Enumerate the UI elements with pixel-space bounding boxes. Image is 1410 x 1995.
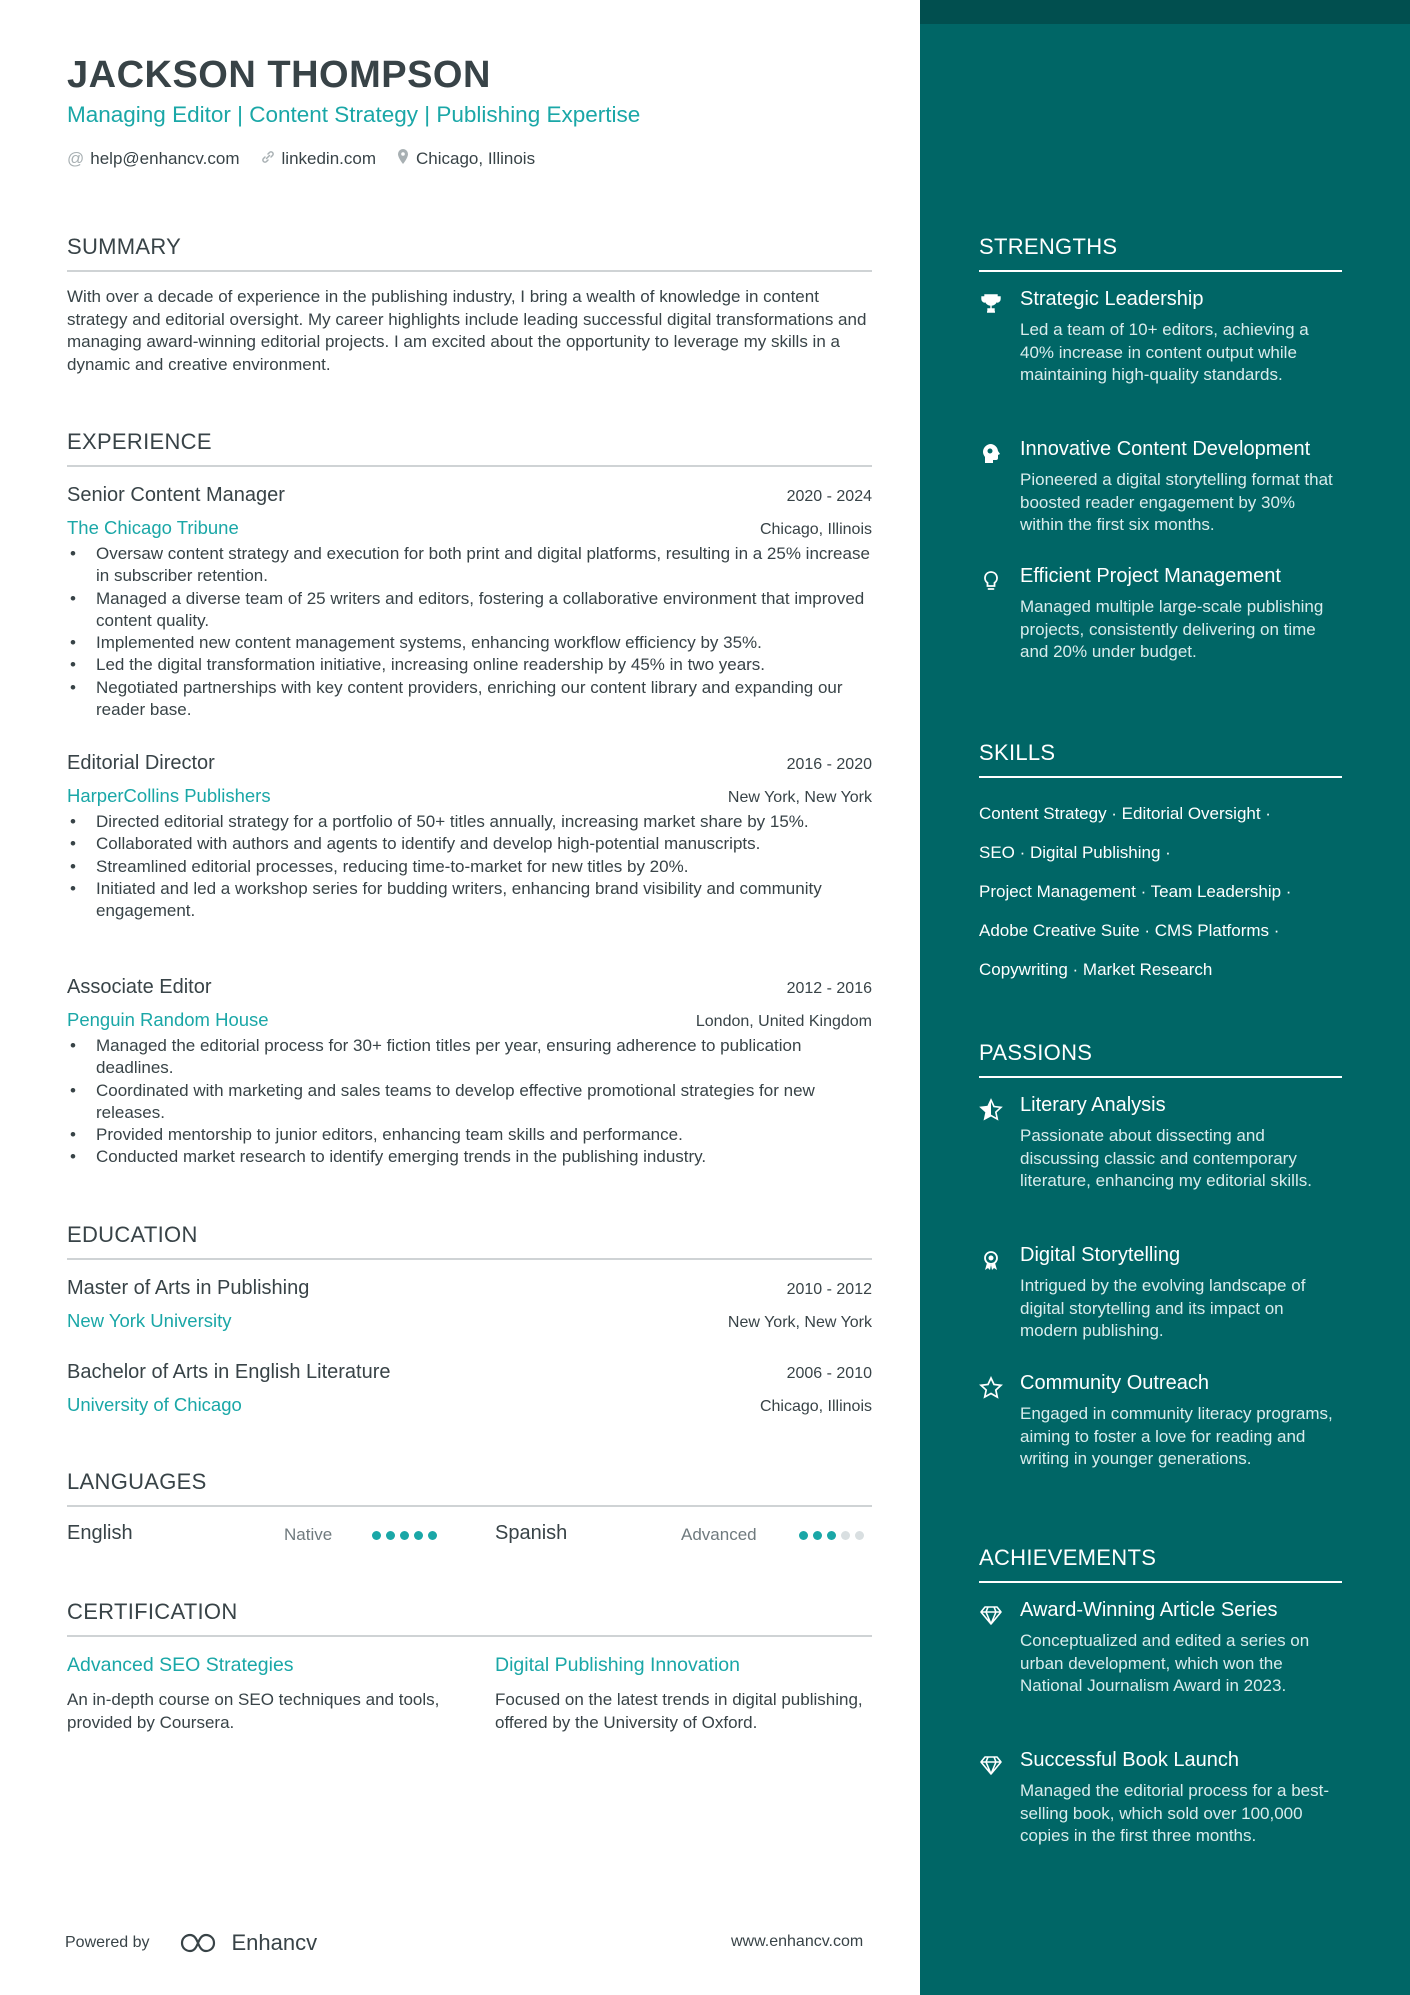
achievements-heading: ACHIEVEMENTS <box>979 1545 1342 1583</box>
level-dot <box>386 1531 395 1540</box>
sidebar-top-bar <box>920 0 1410 24</box>
level-dot <box>799 1531 808 1540</box>
job-bullets <box>67 811 872 922</box>
lightbulb-icon <box>979 569 1003 593</box>
passion-desc: Intrigued by the evolving landscape of digital storytelling and its impact on modern publishing. <box>1020 1276 1306 1340</box>
contact-row <box>67 148 535 170</box>
bullet: • Managed the editorial process for 30+ fiction titles per year, ensuring adherence to publication deadlines. <box>67 1035 872 1080</box>
edu-location: New York, New York <box>727 1314 872 1331</box>
passions-section <box>979 1040 1342 1078</box>
job-entry <box>67 976 872 1169</box>
strength-title: Innovative Content Development <box>1020 438 1311 460</box>
at-icon: @ <box>67 149 85 168</box>
job-bullets <box>67 543 872 721</box>
skills-section <box>979 740 1342 778</box>
head-icon <box>979 442 1003 466</box>
passion-title: Digital Storytelling <box>1020 1244 1181 1266</box>
bullet: • Directed editorial strategy for a portfolio of 50+ titles annually, increasing market share by 15%. <box>67 811 872 833</box>
location-text: Chicago, Illinois <box>416 149 536 168</box>
level-dot <box>400 1531 409 1540</box>
passion-title: Literary Analysis <box>1020 1094 1166 1116</box>
summary-heading: SUMMARY <box>67 234 872 272</box>
strength-title: Efficient Project Management <box>1020 565 1281 587</box>
passions-heading: PASSIONS <box>979 1040 1342 1078</box>
bullet: • Collaborated with authors and agents to identify and develop high-potential manuscripts. <box>67 833 872 855</box>
strength-desc: Managed multiple large-scale publishing projects, consistently delivering on time and 20% under budget. <box>1020 597 1324 661</box>
linkedin-text: linkedin.com <box>281 149 377 168</box>
language-name: English <box>67 1522 133 1544</box>
job-dates: 2020 - 2024 <box>786 488 872 505</box>
bullet: • Conducted market research to identify emerging trends in the publishing industry. <box>67 1146 872 1168</box>
job-role: Editorial Director <box>67 752 215 774</box>
skills-heading: SKILLS <box>979 740 1342 778</box>
bullet: • Implemented new content management systems, enhancing workflow efficiency by 35%. <box>67 632 872 654</box>
achievement-title: Successful Book Launch <box>1020 1749 1240 1771</box>
level-dot-empty <box>855 1531 864 1540</box>
bullet: • Managed a diverse team of 25 writers and editors, fostering a collaborative environment that improved content quality. <box>67 588 872 633</box>
languages-section <box>67 1469 872 1507</box>
achievements-section <box>979 1545 1342 1583</box>
passion-item <box>979 1372 1342 1471</box>
level-dot <box>372 1531 381 1540</box>
skills-line: SEO · Digital Publishing · <box>979 843 1171 862</box>
experience-heading: EXPERIENCE <box>67 429 872 467</box>
strength-item <box>979 565 1342 664</box>
achievement-item <box>979 1749 1342 1848</box>
cert-title[interactable]: Digital Publishing Innovation <box>495 1654 740 1676</box>
experience-section <box>67 429 872 467</box>
language-level: Native <box>284 1525 333 1544</box>
degree: Bachelor of Arts in English Literature <box>67 1361 391 1383</box>
bullet: • Provided mentorship to junior editors, enhancing team skills and performance. <box>67 1124 872 1146</box>
award-icon <box>979 1248 1003 1272</box>
job-entry <box>67 484 872 721</box>
strength-title: Strategic Leadership <box>1020 288 1204 310</box>
enhancv-logo[interactable] <box>178 1930 318 1956</box>
link-icon <box>260 149 276 170</box>
strengths-section <box>979 234 1342 272</box>
enhancv-logo-icon <box>178 1931 224 1955</box>
passion-item <box>979 1244 1342 1343</box>
job-company[interactable]: HarperCollins Publishers <box>67 785 271 806</box>
skills-line: Copywriting · Market Research <box>979 960 1213 979</box>
cert-desc: An in-depth course on SEO techniques and tools, provided by Coursera. <box>67 1690 440 1732</box>
strength-item <box>979 438 1342 537</box>
summary-section <box>67 234 872 376</box>
job-company[interactable]: Penguin Random House <box>67 1009 269 1030</box>
passion-desc: Engaged in community literacy programs, aiming to foster a love for reading and writing in younger generations. <box>1020 1404 1333 1468</box>
skills-list <box>979 794 1342 989</box>
education-heading: EDUCATION <box>67 1222 872 1260</box>
level-dot <box>813 1531 822 1540</box>
school[interactable]: University of Chicago <box>67 1394 242 1415</box>
skills-line: Content Strategy · Editorial Oversight · <box>979 804 1271 823</box>
achievement-title: Award-Winning Article Series <box>1020 1599 1278 1621</box>
job-role: Senior Content Manager <box>67 484 285 506</box>
school[interactable]: New York University <box>67 1310 232 1331</box>
level-dot <box>827 1531 836 1540</box>
passion-item <box>979 1094 1342 1193</box>
level-dot <box>414 1531 423 1540</box>
passion-title: Community Outreach <box>1020 1372 1209 1394</box>
email-text: help@enhancv.com <box>90 149 240 168</box>
strengths-heading: STRENGTHS <box>979 234 1342 272</box>
language-level: Advanced <box>681 1525 757 1544</box>
degree: Master of Arts in Publishing <box>67 1277 310 1299</box>
job-company[interactable]: The Chicago Tribune <box>67 517 239 538</box>
education-entry <box>67 1277 872 1332</box>
job-entry <box>67 752 872 922</box>
strength-desc: Pioneered a digital storytelling format that boosted reader engagement by 30% within the first six months. <box>1020 470 1333 534</box>
star-half-icon <box>979 1098 1003 1122</box>
passion-desc: Passionate about dissecting and discussing classic and contemporary literature, enhancing my editorial skills. <box>1020 1126 1312 1190</box>
bullet: • Oversaw content strategy and execution for both print and digital platforms, resulting in a 25% increase in subscriber retention. <box>67 543 872 588</box>
summary-text: With over a decade of experience in the publishing industry, I bring a wealth of knowledge in content strategy and editorial oversight. My career highlights include leading successful digital transformations and managing award-winning editorial projects. I am excited about the opportunity to leverage my skills in a dynamic and creative environment. <box>67 287 867 374</box>
job-location: Chicago, Illinois <box>759 521 872 538</box>
certification-entry <box>67 1654 447 1734</box>
diamond-icon <box>979 1753 1003 1777</box>
skills-line: Project Management · Team Leadership · <box>979 882 1292 901</box>
language-name: Spanish <box>495 1522 568 1544</box>
languages-heading: LANGUAGES <box>67 1469 872 1507</box>
bullet: • Negotiated partnerships with key content providers, enriching our content library and expanding our reader base. <box>67 677 872 722</box>
education-entry <box>67 1361 872 1416</box>
candidate-name: JACKSON THOMPSON <box>67 54 491 96</box>
footer-url[interactable]: www.enhancv.com <box>731 1933 864 1950</box>
certification-section <box>67 1599 872 1637</box>
diamond-icon <box>979 1603 1003 1627</box>
level-dot-empty <box>841 1531 850 1540</box>
education-section <box>67 1222 872 1260</box>
achievement-desc: Managed the editorial process for a best-selling book, which sold over 100,000 copies in the first three months. <box>1020 1781 1330 1845</box>
star-icon <box>979 1376 1003 1400</box>
achievement-desc: Conceptualized and edited a series on urban development, which won the National Journalism Award in 2023. <box>1020 1631 1310 1695</box>
certification-entry <box>495 1654 875 1734</box>
language-dots <box>799 1531 864 1540</box>
job-dates: 2012 - 2016 <box>786 980 872 997</box>
cert-title[interactable]: Advanced SEO Strategies <box>67 1654 294 1676</box>
contact-location <box>396 148 535 170</box>
edu-location: Chicago, Illinois <box>759 1398 872 1415</box>
contact-linkedin[interactable] <box>260 148 377 170</box>
edu-dates: 2010 - 2012 <box>786 1281 872 1298</box>
language-dots <box>372 1531 437 1540</box>
achievement-item <box>979 1599 1342 1698</box>
bullet: • Streamlined editorial processes, reducing time-to-market for new titles by 20%. <box>67 856 872 878</box>
job-location: New York, New York <box>727 789 872 806</box>
contact-email[interactable] <box>67 148 240 170</box>
job-bullets <box>67 1035 872 1169</box>
strength-desc: Led a team of 10+ editors, achieving a 40% increase in content output while maintaining high-quality standards. <box>1020 320 1309 384</box>
edu-dates: 2006 - 2010 <box>786 1365 872 1382</box>
cert-desc: Focused on the latest trends in digital publishing, offered by the University of Oxford. <box>495 1690 863 1732</box>
job-dates: 2016 - 2020 <box>786 756 872 773</box>
skills-line: Adobe Creative Suite · CMS Platforms · <box>979 921 1280 940</box>
bullet: • Initiated and led a workshop series for budding writers, enhancing brand visibility and community engagement. <box>67 878 872 923</box>
powered-by-text: Powered by <box>65 1934 150 1951</box>
strength-item <box>979 288 1342 387</box>
brand-name: Enhancv <box>231 1930 318 1955</box>
bullet: • Led the digital transformation initiative, increasing online readership by 45% in two years. <box>67 654 872 676</box>
trophy-icon <box>979 292 1003 316</box>
candidate-title: Managing Editor | Content Strategy | Publishing Expertise <box>67 102 641 127</box>
certification-heading: CERTIFICATION <box>67 1599 872 1637</box>
job-location: London, United Kingdom <box>695 1013 872 1030</box>
job-role: Associate Editor <box>67 976 212 998</box>
level-dot <box>428 1531 437 1540</box>
bullet: • Coordinated with marketing and sales teams to develop effective promotional strategies for new releases. <box>67 1080 872 1125</box>
footer-branding <box>65 1930 317 1956</box>
location-pin-icon <box>396 148 410 170</box>
